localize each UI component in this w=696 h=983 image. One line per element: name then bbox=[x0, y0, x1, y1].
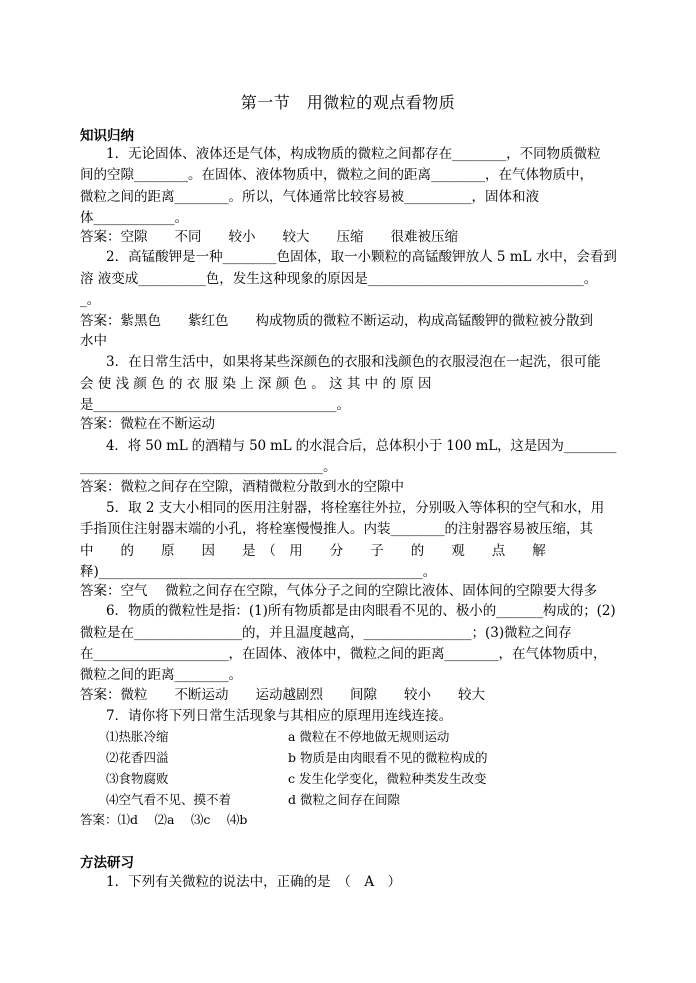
question-6-line-4: 微粒之间的距离________。 bbox=[80, 667, 242, 683]
question-5-line-4: 释)________________________________________________。 bbox=[80, 564, 437, 580]
question-5-line-3: 中 的 原 因 是 （ 用 分 子 的 观 点 解 bbox=[80, 543, 546, 559]
match-left-item: ⑵花香四溢 bbox=[106, 750, 169, 765]
answer-5: 答案：空气 微粒之间存在空隙，气体分子之间的空隙比液体、固体间的空隙要大得多 bbox=[80, 583, 598, 599]
section-heading-knowledge: 知识归纳 bbox=[80, 128, 134, 144]
answer-3: 答案：微粒在不断运动 bbox=[80, 416, 215, 432]
section-heading-methods: 方法研习 bbox=[80, 855, 134, 871]
question-5-line-1: 5．取 2 支大小相同的医用注射器，将栓塞往外拉，分别吸入等体积的空气和水，用 bbox=[106, 500, 605, 516]
answer-7: 答案：⑴d ⑵a ⑶c ⑷b bbox=[80, 812, 248, 827]
match-left-item: ⑷空气看不见、摸不着 bbox=[106, 792, 232, 807]
match-left-item: ⑴热胀冷缩 bbox=[106, 729, 169, 744]
question-5-line-2: 手指顶住注射器末端的小孔，将栓塞慢慢推人。内装________的注射器容易被压缩，其 bbox=[80, 521, 593, 537]
question-1-line-4: 体____________。 bbox=[80, 210, 188, 226]
question-6-line-1: 6．物质的微粒性是指：(1)所有物质都是由肉眼看不见的、极小的_______构成的；(2) bbox=[106, 603, 616, 619]
answer-6: 答案：微粒 不断运动 运动越剧烈 间隙 较小 较大 bbox=[80, 687, 485, 703]
answer-2-line-2: 水中 bbox=[80, 333, 107, 349]
matching-row bbox=[106, 748, 616, 768]
question-6-line-3: 在____________________，在固体、液体中，微粒之间的距离________，在气体物质中， bbox=[80, 646, 607, 662]
question-3-line-3: 是____________________________________。 bbox=[80, 397, 350, 413]
question-3-line-1: 3．在日常生活中，如果将某些深颜色的衣服和浅颜色的衣服浸泡在一起洗，很可能 bbox=[106, 354, 601, 370]
matching-row bbox=[106, 790, 616, 810]
question-1-line-3: 微粒之间的距离________。所以，气体通常比较容易被__________，固体和液 bbox=[80, 189, 539, 205]
match-right-item: d 微粒之间存在间隙 bbox=[288, 792, 400, 807]
match-right-item: a 微粒在不停地做无规则运动 bbox=[288, 729, 450, 744]
matching-row bbox=[106, 769, 616, 789]
answer-4: 答案：微粒之间存在空隙，酒精微粒分散到水的空隙中 bbox=[80, 479, 404, 495]
question-6-line-2: 微粒是在________________的，并且温度越高，________________；(3)微粒之间存 bbox=[80, 625, 572, 641]
answer-2-line-1: 答案：紫黑色 紫红色 构成物质的微粒不断运动，构成高锰酸钾的微粒被分散到 bbox=[80, 313, 593, 329]
question-3-line-2: 会 使 浅 颜 色 的 衣 服 染 上 深 颜 色 。 这 其 中 的 原 因 bbox=[80, 376, 432, 392]
match-left-item: ⑶食物腐败 bbox=[106, 771, 169, 786]
question-1-line-2: 间的空隙________。在固体、液体物质中，微粒之间的距离________，在气体物质中， bbox=[80, 167, 593, 183]
question-2-line-3: _。 bbox=[80, 292, 101, 308]
method-question-1: 1．下列有关微粒的说法中，正确的是 （ A ） bbox=[106, 874, 402, 890]
question-2-line-2: 溶 液变成__________色，发生这种现象的原因是________________________________。 bbox=[80, 271, 598, 287]
question-4-line-2: ____________________________________。 bbox=[80, 459, 337, 475]
page-title: 第一节 用微粒的观点看物质 bbox=[240, 93, 456, 112]
answer-1: 答案：空隙 不同 较小 较大 压缩 很难被压缩 bbox=[80, 229, 458, 245]
matching-row bbox=[106, 727, 616, 747]
question-2-line-1: 2．高锰酸钾是一种________色固体，取一小颗粒的高锰酸钾放人 5 mL 水中，会看到 bbox=[106, 249, 617, 265]
question-4-line-1: 4．将 50 mL 的酒精与 50 mL 的水混合后，总体积小于 100 mL，这是因为________ bbox=[106, 438, 617, 454]
match-right-item: c 发生化学变化，微粒种类发生改变 bbox=[288, 771, 487, 786]
question-7-prompt: 7．请你将下列日常生活现象与其相应的原理用连线连接。 bbox=[106, 708, 453, 724]
question-1-line-1: 1．无论固体、液体还是气体，构成物质的微粒之间都存在________，不同物质微粒 bbox=[106, 146, 601, 162]
match-right-item: b 物质是由肉眼看不见的微粒构成的 bbox=[288, 750, 488, 765]
